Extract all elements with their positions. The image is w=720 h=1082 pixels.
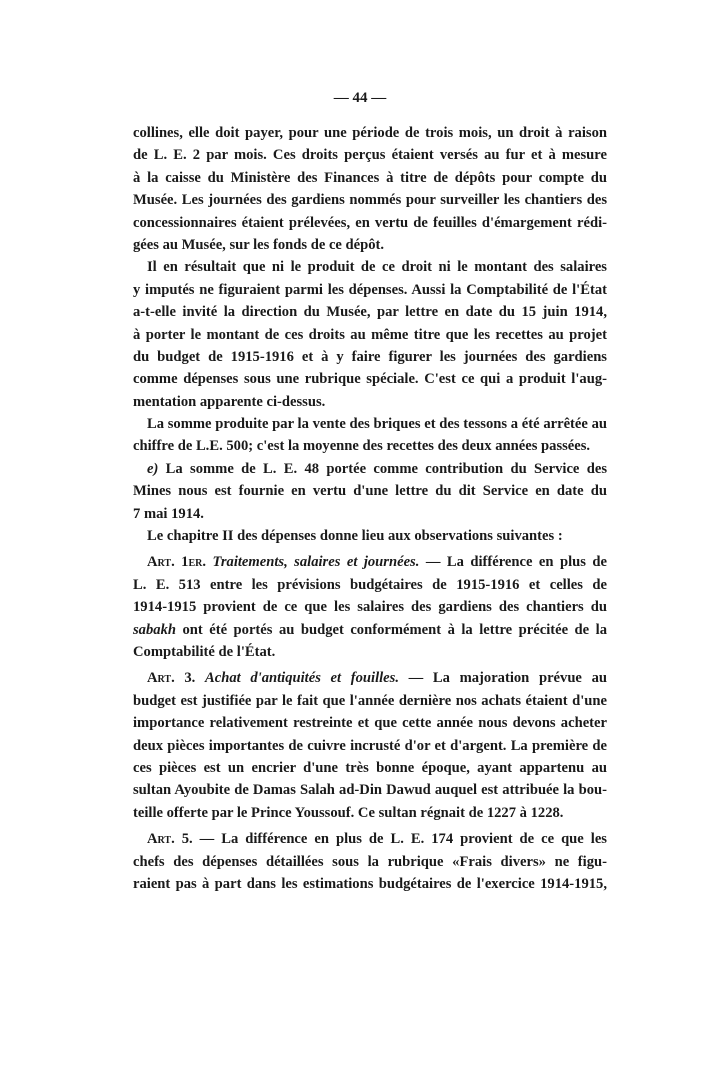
text-segment: deux pièces importantes de cuivre incrusté d'or et d'argent. La première de (133, 737, 607, 754)
text-line (133, 301, 607, 323)
text-segment: y imputés ne figuraient parmi les dépenses. Aussi la Comptabilité de l'État (133, 281, 607, 298)
text-segment: Art. 3. (147, 670, 205, 687)
text-segment: Art. 1er. (147, 554, 213, 571)
text-segment: — La majoration prévue au (398, 670, 607, 687)
text-segment: L. E. 513 entre les prévisions budgétaires de 1915-1916 et celles de (133, 576, 607, 593)
text-line (133, 712, 607, 734)
text-line (133, 346, 607, 368)
italic-text: e) (147, 460, 159, 477)
text-line (133, 641, 607, 663)
text-line (133, 435, 607, 457)
text-line (133, 596, 607, 618)
text-segment: concessionnaires étaient prélevées, en vertu de feuilles d'émargement rédi- (133, 214, 607, 231)
text-line (133, 851, 607, 873)
text-segment: gées au Musée, sur les fonds de ce dépôt. (133, 236, 385, 253)
text-segment: — La différence en plus de L. E. 174 provient de ce que les (199, 831, 607, 848)
text-line (133, 256, 607, 278)
text-line (133, 757, 607, 779)
text-line (133, 324, 607, 346)
text-segment: de L. E. 2 par mois. Ces droits perçus étaient versés au fur et à mesure (133, 147, 607, 164)
text-segment: ces pièces est un encrier d'une très bonne époque, ayant appartenu au (133, 759, 607, 776)
italic-text: Achat d'antiquités et fouilles. (205, 670, 399, 687)
text-segment: Art. 5. (147, 831, 200, 848)
text-line (133, 368, 607, 390)
text-line (133, 391, 607, 413)
text-line (133, 189, 607, 211)
text-line (133, 525, 607, 547)
text-segment: collines, elle doit payer, pour une période de trois mois, un droit à raison (133, 125, 607, 141)
text-line (133, 167, 607, 189)
text-segment: ont été portés au budget conformément à la lettre précitée de la (175, 621, 607, 638)
text-line (133, 413, 607, 435)
text-segment: à porter le montant de ces droits au même titre que les recettes au projet (133, 326, 607, 343)
text-line (133, 458, 607, 480)
text-segment: raient pas à part dans les estimations budgétaires de l'exercice 1914-1915, (133, 875, 607, 892)
text-segment: mentation apparente ci-dessus. (133, 393, 326, 410)
text-segment: importance relativement restreinte et que cette année nous devons acheter (133, 715, 607, 732)
text-line (133, 551, 607, 573)
text-segment: chiffre de L.E. 500; c'est la moyenne des recettes des deux années passées. (133, 438, 591, 455)
text-segment: Musée. Les journées des gardiens nommés pour surveiller les chantiers des (133, 192, 607, 209)
text-segment: teille offerte par le Prince Youssouf. Ce sultan régnait de 1227 à 1228. (133, 804, 564, 821)
italic-text: Traitements, salaires et journées. (212, 554, 420, 571)
text-line (133, 690, 607, 712)
text-segment: Comptabilité de l'État. (133, 643, 276, 660)
text-segment: Il en résultait que ni le produit de ce droit ni le montant des salaires (147, 259, 607, 276)
text-line (133, 212, 607, 234)
text-line (133, 279, 607, 301)
text-line (133, 234, 607, 256)
text-segment: chefs des dépenses détaillées sous la rubrique «Frais divers» ne figu- (133, 853, 607, 870)
text-segment: — La différence en plus de (419, 554, 607, 571)
text-line (133, 619, 607, 641)
page-number: — 44 — (333, 90, 387, 106)
text-segment: Le chapitre II des dépenses donne lieu aux observations suivantes : (147, 528, 563, 545)
text-line (133, 735, 607, 757)
text-segment: du budget de 1915-1916 et à y faire figurer les journées des gardiens (133, 348, 607, 365)
text-segment: comme dépenses sous une rubrique spéciale. C'est ce qui a produit l'aug- (133, 371, 607, 388)
text-segment: budget est justifiée par le fait que l'année dernière nos achats étaient d'une (133, 692, 607, 709)
text-segment: 1914-1915 provient de ce que les salaires des gardiens des chantiers du (133, 599, 607, 616)
text-segment: 7 mai 1914. (133, 505, 204, 522)
italic-text: sabakh (133, 621, 176, 638)
text-line (133, 828, 607, 850)
text-segment: a-t-elle invité la direction du Musée, par lettre en date du 15 juin 1914, (133, 304, 607, 321)
text-line (133, 873, 607, 895)
text-line (133, 503, 607, 525)
text-line (133, 480, 607, 502)
text-line (133, 144, 607, 166)
text-segment: La somme produite par la vente des briques et des tessons a été arrêtée au (147, 416, 607, 433)
text-line (133, 779, 607, 801)
text-segment: sultan Ayoubite de Damas Salah ad-Din Dawud auquel est attribuée la bou- (133, 782, 607, 799)
text-segment: à la caisse du Ministère des Finances à titre de dépôts pour compte du (133, 169, 607, 186)
text-segment: Mines nous est fournie en vertu d'une lettre du dit Service en date du (133, 483, 607, 500)
text-line (133, 574, 607, 596)
text-line (133, 802, 607, 824)
body-text (133, 122, 607, 895)
text-line (133, 667, 607, 689)
text-line (133, 122, 607, 144)
text-segment: La somme de L. E. 48 portée comme contribution du Service des (158, 460, 607, 477)
